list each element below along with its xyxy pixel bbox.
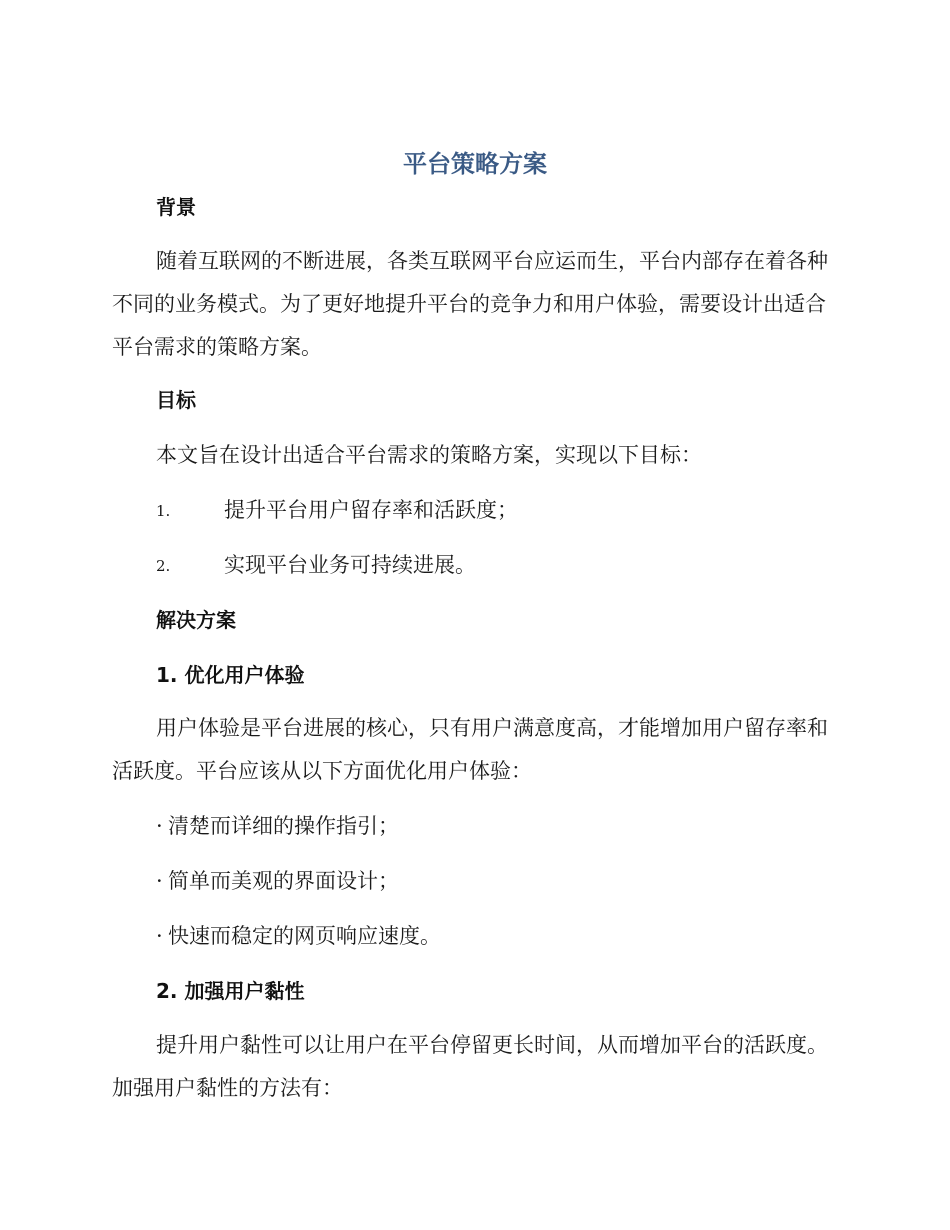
bullet-text: 清楚而详细的操作指引； — [168, 814, 399, 838]
heading-solution: 解决方案 — [156, 608, 236, 632]
paragraph-optimize-ux: 用户体验是平台进展的核心，只有用户满意度高，才能增加用户留存率和活跃度。平台应该从以下方面优化用户体验： — [112, 716, 828, 783]
paragraph-background: 随着互联网的不断进展，各类互联网平台应运而生，平台内部存在着各种不同的业务模式。为了更好地提升平台的竞争力和用户体验，需要设计出适合平台需求的策略方案。 — [112, 249, 828, 359]
bullet-dot: · — [156, 924, 163, 948]
list-item-text: 提升平台用户留存率和活跃度； — [224, 498, 518, 522]
subheading-optimize-ux: 1. 优化用户体验 — [156, 663, 305, 687]
list-item-text: 实现平台业务可持续进展。 — [224, 553, 476, 577]
bullet-dot: · — [156, 869, 163, 893]
bullet-item — [156, 811, 399, 841]
list-item-number: 1. — [156, 502, 171, 520]
bullet-text: 快速而稳定的网页响应速度。 — [168, 924, 441, 948]
bullet-item — [156, 866, 399, 896]
bullet-item — [156, 921, 441, 951]
paragraph-enhance-stickiness: 提升用户黏性可以让用户在平台停留更长时间，从而增加平台的活跃度。加强用户黏性的方法有： — [112, 1033, 828, 1100]
bullet-text: 简单而美观的界面设计； — [168, 869, 399, 893]
paragraph-goal-intro: 本文旨在设计出适合平台需求的策略方案，实现以下目标： — [156, 443, 702, 467]
heading-background: 背景 — [156, 195, 196, 219]
bullet-dot: · — [156, 814, 163, 838]
heading-goal: 目标 — [156, 388, 196, 412]
document-title: 平台策略方案 — [403, 150, 547, 178]
list-item-number: 2. — [156, 557, 171, 575]
subheading-enhance-stickiness: 2. 加强用户黏性 — [156, 979, 305, 1003]
